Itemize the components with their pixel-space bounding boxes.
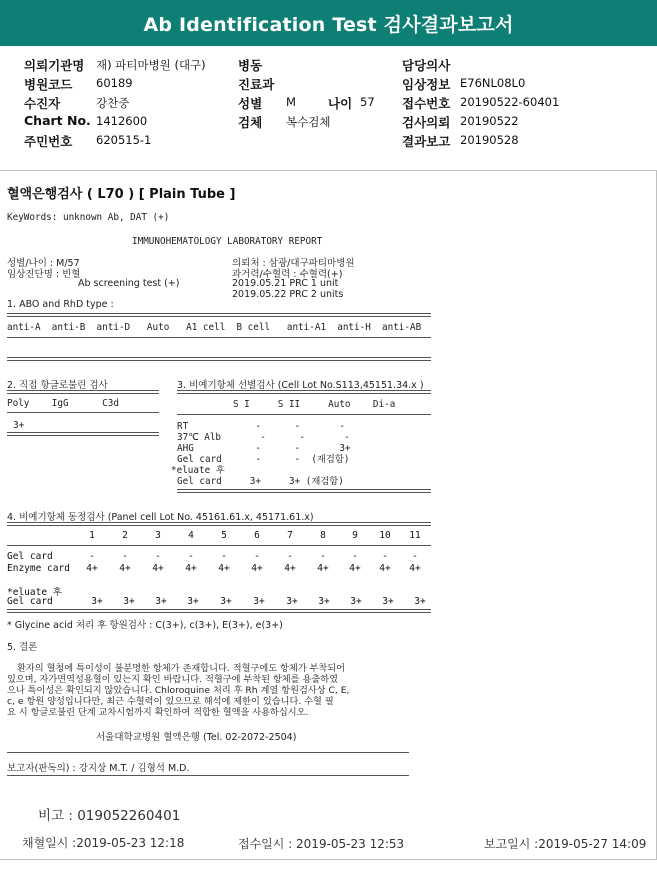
conclusion-line: 요 시 항글로불린 단계 교차시험까지 확인하여 적합한 혈액을 사용하십시오. — [7, 707, 309, 718]
panel-col: 8 — [320, 530, 326, 541]
panel-cell: 3+ — [187, 596, 199, 607]
screening-row: RT - - - — [177, 421, 345, 432]
report-date-value: 20190528 — [460, 133, 519, 147]
clinical-info-value: E76NL08L0 — [460, 76, 526, 90]
panel-cell: 3+ — [91, 596, 103, 607]
panel-cell: - — [155, 551, 161, 562]
panel-cell: 3+ — [220, 596, 232, 607]
clinical-info-label: 임상정보 — [402, 77, 451, 92]
panel-col: 9 — [352, 530, 358, 541]
divider — [7, 390, 159, 394]
keywords: KeyWords: unknown Ab, DAT (+) — [7, 212, 170, 223]
screening-row: AHG - - 3+ — [177, 443, 351, 454]
report-date-label: 결과보고 — [402, 134, 451, 149]
dat-headers: Poly IgG C3d — [7, 398, 119, 409]
conclusion-line: 으나 특이성은 확인되지 않았습니다. Chloroquine 처리 후 Rh 계열 항원검사상 C, E, — [7, 685, 350, 696]
panel-cell: 3+ — [382, 596, 394, 607]
divider — [177, 390, 431, 394]
requester: 의뢰처 : 삼광/대구파티마병원 — [232, 258, 355, 269]
row-label: Gel card — [7, 596, 53, 607]
dat-title: 2. 직접 항글로불린 검사 — [7, 380, 108, 391]
panel-cell: - — [412, 551, 418, 562]
panel-cell: 4+ — [86, 563, 98, 574]
collect-time: 채혈일시 :2019-05-23 12:18 — [22, 836, 185, 850]
panel-cell: - — [89, 551, 95, 562]
specimen-value: 복수검체 — [286, 115, 331, 129]
abo-title: 1. ABO and RhD type : — [7, 299, 114, 310]
panel-col: 3 — [155, 530, 161, 541]
screening-row: *eluate 후 — [171, 465, 225, 476]
receive-time: 접수일시 : 2019-05-23 12:53 — [238, 837, 405, 851]
resident-no-label: 주민번호 — [24, 134, 73, 149]
hospital-code-value: 60189 — [96, 76, 133, 90]
conclusion-line: 환자의 혈청에 특이성이 불분명한 항체가 존재합니다. 적혈구에도 항체가 부착되어 — [17, 663, 346, 674]
panel-col: 11 — [409, 530, 421, 541]
screening-row: Gel card 3+ 3+ (재검함) — [177, 476, 344, 487]
panel-cell: 4+ — [251, 563, 263, 574]
divider — [7, 609, 431, 613]
age-value: 57 — [360, 95, 375, 109]
patient-header — [0, 56, 657, 152]
panel-cell: - — [287, 551, 293, 562]
diagnosis: 임상진단명 : 빈혈 — [7, 269, 81, 280]
panel-cell: 4+ — [152, 563, 164, 574]
panel-cell: - — [382, 551, 388, 562]
chart-no-value: 1412600 — [96, 114, 148, 128]
divider — [7, 432, 159, 436]
report-time: 보고일시 :2019-05-27 14:09 — [484, 837, 647, 851]
divider — [7, 412, 159, 413]
panel-title: 4. 비예기항체 동정검사 (Panel cell Lot No. 45161.61.x, 45171.61.x) — [7, 512, 314, 523]
panel-col: 6 — [254, 530, 260, 541]
panel-col: 10 — [379, 530, 391, 541]
panel-cell: 3+ — [155, 596, 167, 607]
panel-cell: 3+ — [414, 596, 426, 607]
divider — [7, 775, 409, 776]
panel-cell: 4+ — [119, 563, 131, 574]
conclusion-line: c, e 항원 양성입니다만, 최근 수혈력이 있으므로 해석에 제한이 있습니다. 수혈 필 — [7, 696, 334, 707]
patient-name-label: 수진자 — [24, 96, 61, 111]
conclusion-line: 있으며, 자가면역성용혈이 있는지 확인 바랍니다. 적혈구에 부착된 항체를 용출하였 — [7, 674, 338, 685]
age-label: 나이 — [328, 96, 353, 111]
panel-cell: 3+ — [286, 596, 298, 607]
panel-col: 5 — [221, 530, 227, 541]
receipt-no-value: 20190522-60401 — [460, 95, 560, 109]
screening-result: Ab screening test (+) — [78, 278, 180, 289]
sex-value: M — [286, 95, 296, 109]
divider — [7, 752, 409, 753]
panel-cell: - — [352, 551, 358, 562]
panel-col: 7 — [287, 530, 293, 541]
panel-cell: 3+ — [123, 596, 135, 607]
note: 비고 : 019052260401 — [38, 808, 181, 824]
panel-col: 2 — [122, 530, 128, 541]
panel-cell: 4+ — [317, 563, 329, 574]
request-date-label: 검사의뢰 — [402, 115, 451, 130]
transfusion-2: 2019.05.22 PRC 2 units — [232, 289, 344, 300]
panel-cell: 4+ — [185, 563, 197, 574]
doctor-label: 담당의사 — [402, 58, 451, 73]
divider — [177, 414, 431, 415]
panel-cell: 4+ — [284, 563, 296, 574]
panel-cell: 4+ — [409, 563, 421, 574]
panel-cell: 3+ — [318, 596, 330, 607]
receipt-no-label: 접수번호 — [402, 96, 451, 111]
divider — [7, 313, 431, 317]
panel-cell: - — [188, 551, 194, 562]
conclusion-title: 5. 결론 — [7, 642, 38, 653]
row-label: Gel card — [7, 551, 53, 562]
patient-name-value: 강찬중 — [96, 96, 130, 110]
screening-headers: S I S II Auto Di-a — [177, 399, 396, 410]
screening-row: Gel card - - (재검함) — [177, 454, 350, 465]
panel-cell: 3+ — [253, 596, 265, 607]
transfusion-1: 2019.05.21 PRC 1 unit — [232, 278, 339, 289]
screening-row: 37℃ Alb - - - — [177, 432, 350, 443]
panel-cell: 4+ — [349, 563, 361, 574]
dept-label: 진료과 — [238, 77, 275, 92]
panel-cell: - — [254, 551, 260, 562]
lab-contact: 서울대학교병원 혈액은행 (Tel. 02-2072-2504) — [96, 732, 297, 743]
panel-cell: 3+ — [350, 596, 362, 607]
specimen-label: 검체 — [238, 115, 263, 130]
glycine-result: * Glycine acid 처리 후 항원검사 : C(3+), c(3+), E(3+), e(3+) — [7, 620, 283, 631]
panel-cell: - — [122, 551, 128, 562]
screening-title: 3. 비예기항체 선별검사 (Cell Lot No.S113,45151.34.x ) — [177, 380, 424, 391]
divider — [7, 545, 431, 546]
abo-headers: anti-A anti-B anti-D Auto A1 cell B cell anti-A1 anti-H anti-AB — [7, 322, 422, 333]
report-title: Ab Identification Test 검사결과보고서 — [0, 0, 657, 46]
hospital-code-label: 병원코드 — [24, 77, 73, 92]
panel-cell: 4+ — [218, 563, 230, 574]
chart-no-label: Chart No. — [24, 113, 91, 128]
panel-col: 1 — [89, 530, 95, 541]
panel-cell: - — [221, 551, 227, 562]
divider — [7, 337, 431, 338]
section-title: 혈액은행검사 ( L70 ) [ Plain Tube ] — [7, 187, 236, 202]
dat-value: 3+ — [13, 420, 25, 431]
divider — [7, 357, 431, 361]
transfusion-history: 과거력/수혈력 : 수혈력(+) — [232, 269, 343, 280]
institution-value: 재) 파티마병원 (대구) — [96, 58, 206, 72]
request-date-value: 20190522 — [460, 114, 519, 128]
panel-cell: 4+ — [379, 563, 391, 574]
reporter: 보고자(판독의) : 강지상 M.T. / 김형석 M.D. — [7, 763, 190, 774]
institution-label: 의뢰기관명 — [24, 58, 85, 73]
divider — [7, 522, 431, 526]
panel-cell: - — [320, 551, 326, 562]
panel-col: 4 — [188, 530, 194, 541]
lab-report-title: IMMUNOHEMATOLOGY LABORATORY REPORT — [132, 236, 323, 247]
sex-label: 성별 — [238, 96, 263, 111]
divider — [177, 489, 431, 493]
row-label: Enzyme card — [7, 563, 70, 574]
patient-sex-age: 성별/나이 : M/57 — [7, 258, 80, 269]
resident-no-value: 620515-1 — [96, 133, 152, 147]
ward-label: 병동 — [238, 58, 263, 73]
